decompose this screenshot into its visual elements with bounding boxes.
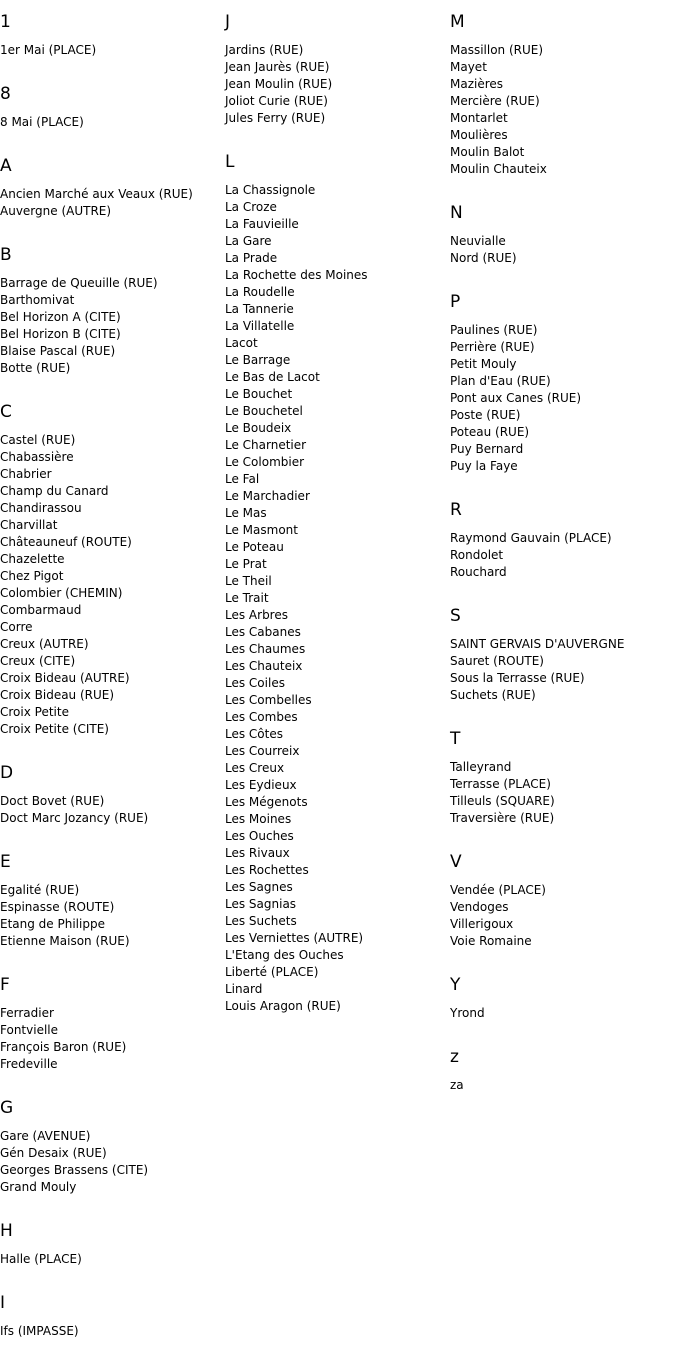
street-link[interactable]: La Chassignole (225, 183, 316, 197)
letter-group (450, 292, 672, 475)
street-link[interactable]: Croix Bideau (RUE) (0, 688, 115, 702)
street-link[interactable]: Les Sagnias (225, 897, 297, 911)
letter-heading: R (450, 500, 462, 520)
street-link[interactable]: Ancien Marché aux Veaux (RUE) (0, 187, 193, 201)
street-link[interactable]: L'Etang des Ouches (225, 948, 344, 962)
letter-heading: T (450, 729, 461, 749)
street-link[interactable]: Champ du Canard (0, 484, 109, 498)
street-link[interactable]: Georges Brassens (CITE) (0, 1163, 149, 1177)
street-link[interactable]: SAINT GERVAIS D'AUVERGNE (450, 637, 625, 651)
street-link[interactable]: Les Verniettes (AUTRE) (225, 931, 364, 945)
street-link[interactable]: Le Mas (225, 506, 267, 520)
street-link[interactable]: La Croze (225, 200, 277, 214)
street-link[interactable]: Les Côtes (225, 727, 283, 741)
street-link[interactable]: Bel Horizon B (CITE) (0, 327, 121, 341)
street-link[interactable]: Creux (AUTRE) (0, 637, 89, 651)
letter-heading: F (0, 975, 10, 995)
street-link[interactable]: Liberté (PLACE) (225, 965, 319, 979)
street-link[interactable]: Raymond Gauvain (PLACE) (450, 531, 612, 545)
letter-heading: V (450, 852, 462, 872)
letter-heading: C (0, 402, 12, 422)
letter-heading: A (0, 156, 12, 176)
letter-heading: B (0, 245, 12, 265)
street-link[interactable]: Petit Mouly (450, 357, 517, 371)
street-link[interactable]: Etienne Maison (RUE) (0, 934, 130, 948)
street-link[interactable]: Suchets (RUE) (450, 688, 536, 702)
street-link[interactable]: 1er Mai (PLACE) (0, 43, 97, 57)
street-link[interactable]: Poste (RUE) (450, 408, 521, 422)
street-link[interactable]: Les Creux (225, 761, 285, 775)
street-link[interactable]: Le Colombier (225, 455, 305, 469)
street-link[interactable]: Creux (CITE) (0, 654, 76, 668)
street-link[interactable]: Poteau (RUE) (450, 425, 530, 439)
street-link[interactable]: Les Suchets (225, 914, 297, 928)
letter-heading: M (450, 12, 465, 32)
street-link[interactable]: Le Bas de Lacot (225, 370, 320, 384)
street-link[interactable]: Perrière (RUE) (450, 340, 535, 354)
letter-group (0, 852, 222, 950)
street-link[interactable]: Linard (225, 982, 263, 996)
letter-heading: S (450, 606, 461, 626)
street-link[interactable]: Espinasse (ROUTE) (0, 900, 115, 914)
street-link[interactable]: Doct Marc Jozancy (RUE) (0, 811, 149, 825)
street-link[interactable]: Traversière (RUE) (450, 811, 555, 825)
street-link[interactable]: Paulines (RUE) (450, 323, 538, 337)
street-link[interactable]: Croix Petite (0, 705, 69, 719)
letter-heading: H (0, 1221, 13, 1241)
street-link[interactable]: Le Poteau (225, 540, 284, 554)
street-link[interactable]: Joliot Curie (RUE) (225, 94, 328, 108)
letter-group (0, 156, 222, 220)
street-link[interactable]: La Rochette des Moines (225, 268, 368, 282)
street-link[interactable]: Jardins (RUE) (225, 43, 304, 57)
street-link[interactable]: Chez Pigot (0, 569, 64, 583)
street-link[interactable]: Les Coiles (225, 676, 285, 690)
street-link[interactable]: Vendée (PLACE) (450, 883, 546, 897)
street-link[interactable]: Gén Desaix (RUE) (0, 1146, 107, 1160)
street-link[interactable]: Le Bouchet (225, 387, 293, 401)
street-link[interactable]: Châteauneuf (ROUTE) (0, 535, 132, 549)
letter-heading: Y (450, 975, 461, 995)
street-link[interactable]: Les Combelles (225, 693, 312, 707)
street-link[interactable]: Le Boudeix (225, 421, 292, 435)
street-link[interactable]: Grand Mouly (0, 1180, 77, 1194)
street-link[interactable]: Les Sagnes (225, 880, 293, 894)
letter-group (0, 1221, 222, 1268)
street-link[interactable]: Les Chaumes (225, 642, 306, 656)
street-link[interactable]: Doct Bovet (RUE) (0, 794, 105, 808)
street-link[interactable]: Vendoges (450, 900, 509, 914)
street-link[interactable]: Colombier (CHEMIN) (0, 586, 123, 600)
street-link[interactable]: Combarmaud (0, 603, 82, 617)
street-link[interactable]: Les Rochettes (225, 863, 309, 877)
street-link[interactable]: Villerigoux (450, 917, 514, 931)
street-link[interactable]: Chabrier (0, 467, 52, 481)
letter-heading: J (225, 12, 231, 32)
street-link[interactable]: Massillon (RUE) (450, 43, 544, 57)
street-link[interactable]: Botte (RUE) (0, 361, 71, 375)
street-link[interactable]: La Gare (225, 234, 272, 248)
street-link[interactable]: Montarlet (450, 111, 508, 125)
street-link[interactable]: Fontvielle (0, 1023, 58, 1037)
street-link[interactable]: Barrage de Queuille (RUE) (0, 276, 158, 290)
street-link[interactable]: La Tannerie (225, 302, 294, 316)
street-link[interactable]: Mazières (450, 77, 504, 91)
street-link[interactable]: Blaise Pascal (RUE) (0, 344, 116, 358)
letter-group (0, 1293, 222, 1340)
street-link[interactable]: Le Bouchetel (225, 404, 303, 418)
street-link[interactable]: Les Mégenots (225, 795, 308, 809)
letter-group (0, 1098, 222, 1196)
street-link[interactable]: Jean Jaurès (RUE) (225, 60, 330, 74)
letter-group (225, 152, 447, 1015)
street-link[interactable]: Corre (0, 620, 33, 634)
street-link[interactable]: Charvillat (0, 518, 58, 532)
letter-heading: G (0, 1098, 14, 1118)
street-link[interactable]: Les Eydieux (225, 778, 297, 792)
street-link[interactable]: La Roudelle (225, 285, 295, 299)
street-link[interactable]: Lacot (225, 336, 258, 350)
street-link[interactable]: Le Theil (225, 574, 272, 588)
street-link[interactable]: Neuvialle (450, 234, 506, 248)
street-link[interactable]: Mayet (450, 60, 487, 74)
letter-heading: N (450, 203, 463, 223)
letter-group (0, 12, 222, 59)
street-link[interactable]: Le Masmont (225, 523, 298, 537)
street-link[interactable]: Les Moines (225, 812, 292, 826)
street-link[interactable]: Moulières (450, 128, 508, 142)
street-link[interactable]: Croix Petite (CITE) (0, 722, 109, 736)
street-link[interactable]: Terrasse (PLACE) (450, 777, 551, 791)
street-link[interactable]: Les Courreix (225, 744, 300, 758)
letter-group (450, 606, 672, 704)
street-index-column-1 (0, 12, 222, 1365)
street-link[interactable]: François Baron (RUE) (0, 1040, 127, 1054)
letter-heading: L (225, 152, 235, 172)
street-link[interactable]: La Prade (225, 251, 278, 265)
street-link[interactable]: 8 Mai (PLACE) (0, 115, 84, 129)
street-link[interactable]: Plan d'Eau (RUE) (450, 374, 551, 388)
letter-group (450, 852, 672, 950)
letter-group (0, 245, 222, 377)
letter-group (0, 84, 222, 131)
street-link[interactable]: Nord (RUE) (450, 251, 517, 265)
letter-heading: 8 (0, 84, 11, 104)
letter-group (450, 1047, 672, 1094)
letter-group (450, 500, 672, 581)
street-index-column-3 (450, 12, 672, 1119)
street-link[interactable]: Jules Ferry (RUE) (225, 111, 326, 125)
street-link[interactable]: Castel (RUE) (0, 433, 76, 447)
street-link[interactable]: Moulin Chauteix (450, 162, 547, 176)
street-link[interactable]: Rondolet (450, 548, 504, 562)
street-link[interactable]: Jean Moulin (RUE) (225, 77, 333, 91)
street-link[interactable]: Pont aux Canes (RUE) (450, 391, 582, 405)
street-link[interactable]: Les Rivaux (225, 846, 290, 860)
street-link[interactable]: Ferradier (0, 1006, 54, 1020)
street-link[interactable]: Halle (PLACE) (0, 1252, 82, 1266)
street-link[interactable]: za (450, 1078, 464, 1092)
street-link[interactable]: Fredeville (0, 1057, 58, 1071)
street-link[interactable]: Le Trait (225, 591, 269, 605)
street-link[interactable]: La Fauvieille (225, 217, 299, 231)
letter-group (225, 12, 447, 127)
letter-heading: E (0, 852, 11, 872)
street-link[interactable]: Tilleuls (SQUARE) (450, 794, 555, 808)
street-link[interactable]: Chandirassou (0, 501, 82, 515)
street-link[interactable]: Les Ouches (225, 829, 294, 843)
street-link[interactable]: Louis Aragon (RUE) (225, 999, 341, 1013)
street-link[interactable]: Chazelette (0, 552, 65, 566)
street-index-column-2 (225, 12, 447, 1040)
street-link[interactable]: Ifs (IMPASSE) (0, 1324, 79, 1338)
letter-group (450, 12, 672, 178)
street-link[interactable]: Bel Horizon A (CITE) (0, 310, 121, 324)
street-link[interactable]: Mercière (RUE) (450, 94, 540, 108)
street-link[interactable]: Talleyrand (450, 760, 512, 774)
street-link[interactable]: Etang de Philippe (0, 917, 105, 931)
street-link[interactable]: Le Barrage (225, 353, 291, 367)
street-link[interactable]: Sauret (ROUTE) (450, 654, 544, 668)
letter-group (0, 975, 222, 1073)
street-link[interactable]: Le Marchadier (225, 489, 310, 503)
street-link[interactable]: Puy Bernard (450, 442, 524, 456)
letter-group (450, 729, 672, 827)
letter-group (450, 203, 672, 267)
street-link[interactable]: Le Fal (225, 472, 260, 486)
street-link[interactable]: Croix Bideau (AUTRE) (0, 671, 130, 685)
street-link[interactable]: Auvergne (AUTRE) (0, 204, 112, 218)
letter-heading: 1 (0, 12, 11, 32)
street-link[interactable]: Rouchard (450, 565, 507, 579)
street-link[interactable]: Le Charnetier (225, 438, 307, 452)
street-link[interactable]: Les Combes (225, 710, 298, 724)
letter-heading: z (450, 1047, 459, 1067)
street-link[interactable]: Voie Romaine (450, 934, 532, 948)
street-link[interactable]: La Villatelle (225, 319, 295, 333)
street-link[interactable]: Moulin Balot (450, 145, 525, 159)
street-link[interactable]: Les Arbres (225, 608, 288, 622)
street-link[interactable]: Puy la Faye (450, 459, 518, 473)
letter-group (450, 975, 672, 1022)
letter-group (0, 402, 222, 738)
street-link[interactable]: Le Prat (225, 557, 267, 571)
letter-heading: I (0, 1293, 6, 1313)
street-link[interactable]: Chabassière (0, 450, 74, 464)
street-link[interactable]: Barthomivat (0, 293, 75, 307)
letter-heading: D (0, 763, 14, 783)
letter-heading: P (450, 292, 461, 312)
street-link[interactable]: Gare (AVENUE) (0, 1129, 91, 1143)
letter-group (0, 763, 222, 827)
street-link[interactable]: Yrond (450, 1006, 485, 1020)
street-link[interactable]: Les Chauteix (225, 659, 303, 673)
street-link[interactable]: Egalité (RUE) (0, 883, 80, 897)
street-link[interactable]: Les Cabanes (225, 625, 301, 639)
street-link[interactable]: Sous la Terrasse (RUE) (450, 671, 585, 685)
